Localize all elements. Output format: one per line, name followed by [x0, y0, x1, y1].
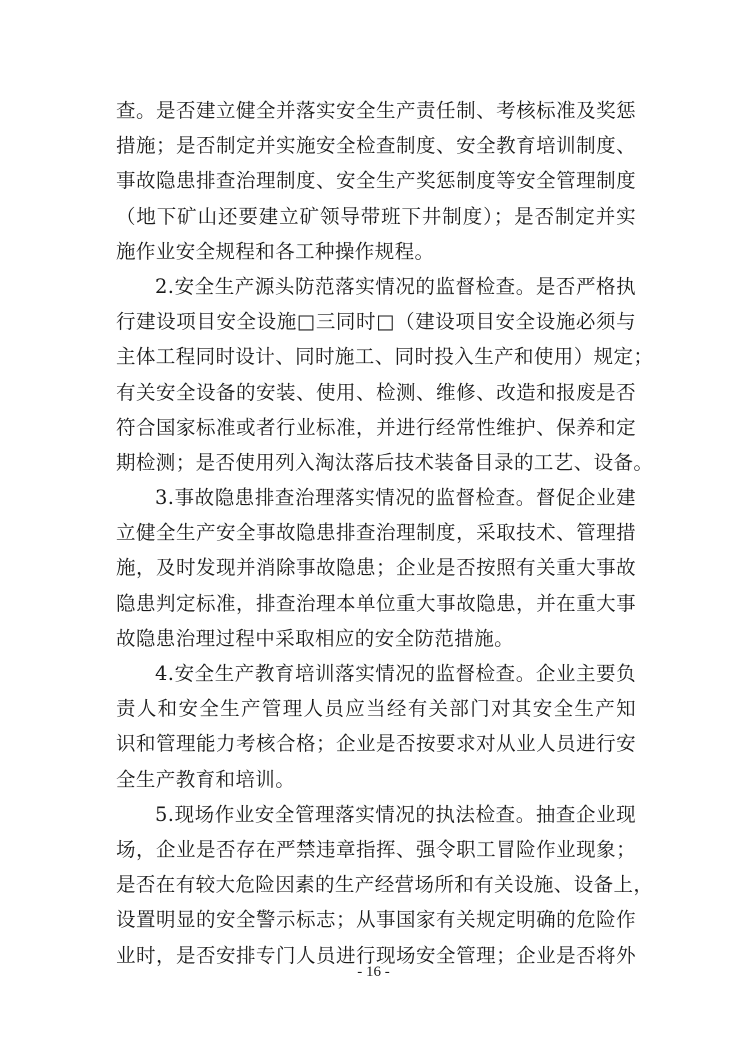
text-line: 立健全生产安全事故隐患排查治理制度，采取技术、管理措 — [116, 521, 636, 545]
text-line: 措施；是否制定并实施安全检查制度、安全教育培训制度、 — [116, 134, 636, 158]
text-line: 故隐患治理过程中采取相应的安全防范措施。 — [116, 626, 515, 650]
text-line: 3.事故隐患排查治理落实情况的监督检查。督促企业建 — [155, 486, 636, 510]
text-line: 有关安全设备的安装、使用、检测、维修、改造和报废是否 — [116, 380, 636, 404]
text-line: 隐患判定标准，排查治理本单位重大事故隐患，并在重大事 — [116, 591, 636, 615]
text-line: 识和管理能力考核合格；企业是否按要求对从业人员进行安 — [116, 732, 636, 756]
body-text — [116, 93, 654, 973]
text-line: 期检测；是否使用列入淘汰落后技术装备目录的工艺、设备。 — [116, 450, 654, 474]
text-line: 施，及时发现并消除事故隐患；企业是否按照有关重大事故 — [116, 556, 636, 580]
text-line: 责人和安全生产管理人员应当经有关部门对其安全生产知 — [116, 697, 636, 721]
text-line: 事故隐患排查治理制度、安全生产奖惩制度等安全管理制度 — [116, 169, 636, 193]
text-line: 是否在有较大危险因素的生产经营场所和有关设施、设备上， — [116, 873, 654, 897]
text-line: 场，企业是否存在严禁违章指挥、强令职工冒险作业现象； — [116, 837, 636, 861]
text-line: 业时，是否安排专门人员进行现场安全管理；企业是否将外 — [116, 943, 636, 967]
text-line: 全生产教育和培训。 — [116, 767, 296, 791]
text-line: 4.安全生产教育培训落实情况的监督检查。企业主要负 — [155, 662, 636, 685]
text-line: 施作业安全规程和各工种操作规程。 — [116, 239, 435, 263]
text-line: （地下矿山还要建立矿领导带班下井制度）；是否制定并实 — [116, 204, 636, 228]
text-line: 设置明显的安全警示标志；从事国家有关规定明确的危险作 — [116, 908, 636, 932]
text-line: 2.安全生产源头防范落实情况的监督检查。是否严格执 — [155, 274, 636, 298]
text-line: 符合国家标准或者行业标准，并进行经常性维护、保养和定 — [116, 415, 636, 439]
text-line: 主体工程同时设计、同时施工、同时投入生产和使用）规定； — [116, 345, 654, 369]
text-line: 查。是否建立健全并落实安全生产责任制、考核标准及奖惩 — [116, 99, 636, 122]
page-number: - 16 - — [357, 964, 390, 980]
text-line: 5.现场作业安全管理落实情况的执法检查。抽查企业现 — [155, 802, 636, 826]
text-line: 行建设项目安全设施□三同时□（建设项目安全设施必须与 — [116, 310, 636, 334]
